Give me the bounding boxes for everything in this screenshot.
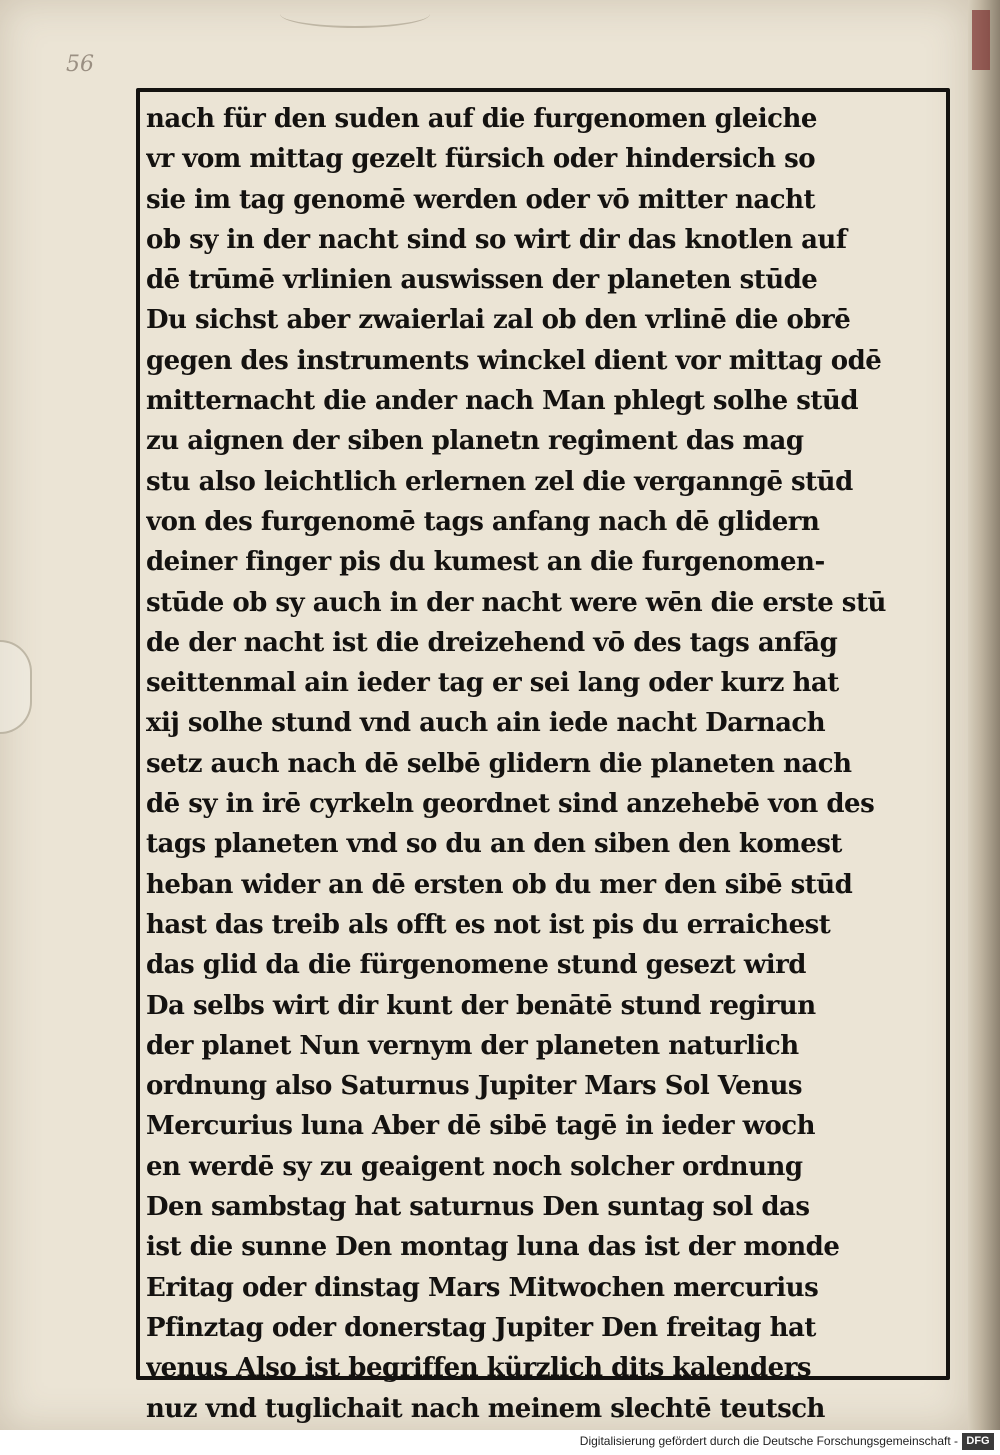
text-line: vr vom mittag gezelt fürsich oder hindersich so [146, 144, 816, 175]
text-line: deiner finger pis du kumest an die furgenomen- [146, 547, 825, 578]
text-line: hast das treib als offt es not ist pis du erraichest [146, 909, 831, 940]
text-line: en werdē sy zu geaigent noch solcher ordnung [146, 1151, 803, 1182]
text-line: seittenmal ain ieder tag er sei lang oder kurz hat [146, 668, 839, 699]
text-line: setz auch nach dē selbē glidern die planeten nach [146, 748, 852, 779]
dfg-logo[interactable]: DFG [962, 1433, 994, 1450]
text-line: Eritag oder dinstag Mars Mitwochen mercurius [146, 1272, 819, 1303]
text-line: venus Also ist begriffen kürzlich dits kalenders [146, 1353, 812, 1384]
text-line: von des furgenomē tags anfang nach dē glidern [146, 506, 820, 537]
text-line: tags planeten vnd so du an den siben den komest [146, 829, 842, 860]
manuscript-text-block [146, 99, 946, 1455]
text-line: nach für den suden auf die furgenomen gleiche [146, 104, 817, 134]
folio-number: 56 [66, 52, 94, 77]
text-line: sie im tag genomē werden oder vō mitter nacht [146, 184, 816, 215]
text-line: heban wider an dē ersten ob du mer den sibē stūd [146, 869, 853, 900]
text-line: nuz vnd tuglichait nach meinem slechtē teutsch [146, 1393, 825, 1424]
text-line: gegen des instruments winckel dient vor mittag odē [146, 345, 882, 376]
text-line: ist die sunne Den montag luna das ist der monde [146, 1232, 840, 1263]
text-line: ob sy in der nacht sind so wirt dir das knotlen auf [146, 224, 847, 255]
text-line: stūde ob sy auch in der nacht were wēn die erste stū [146, 587, 886, 618]
text-line: zu aignen der siben planetn regiment das mag [146, 426, 804, 457]
text-line: das glid da die fürgenomene stund gesezt wird [146, 950, 806, 981]
text-line: stu also leichtlich erlernen zel die verganngē stūd [146, 466, 853, 497]
text-line: Du sichst aber zwaierlai zal ob den vrlinē die obrē [146, 305, 851, 336]
binding-edge [968, 0, 1000, 1430]
text-line: Pfinztag oder donerstag Jupiter Den freitag hat [146, 1312, 816, 1343]
binding-mark [972, 10, 990, 70]
text-line: Mercurius luna Aber dē sibē tagē in ieder woch [146, 1111, 816, 1142]
text-line: xij solhe stund vnd auch ain iede nacht Darnach [146, 708, 826, 739]
text-line: dē trūmē vrlinien auswissen der planeten stūde [146, 265, 818, 296]
text-line: Den sambstag hat saturnus Den suntag sol das [146, 1192, 810, 1223]
page-crease [280, 0, 430, 28]
text-line: Da selbs wirt dir kunt der benātē stund regirun [146, 990, 816, 1021]
dfg-credit-text: Digitalisierung gefördert durch die Deutsche Forschungsgemeinschaft - [579, 1434, 958, 1448]
text-line: dē sy in irē cyrkeln geordnet sind anzehebē von des [146, 789, 875, 820]
text-line: ordnung also Saturnus Jupiter Mars Sol Venus [146, 1071, 803, 1102]
text-line: der planet Nun vernym der planeten naturlich [146, 1030, 799, 1061]
text-line: de der nacht ist die dreizehend vō des tags anfāg [146, 627, 838, 658]
text-line: mitternacht die ander nach Man phlegt solhe stūd [146, 386, 859, 417]
